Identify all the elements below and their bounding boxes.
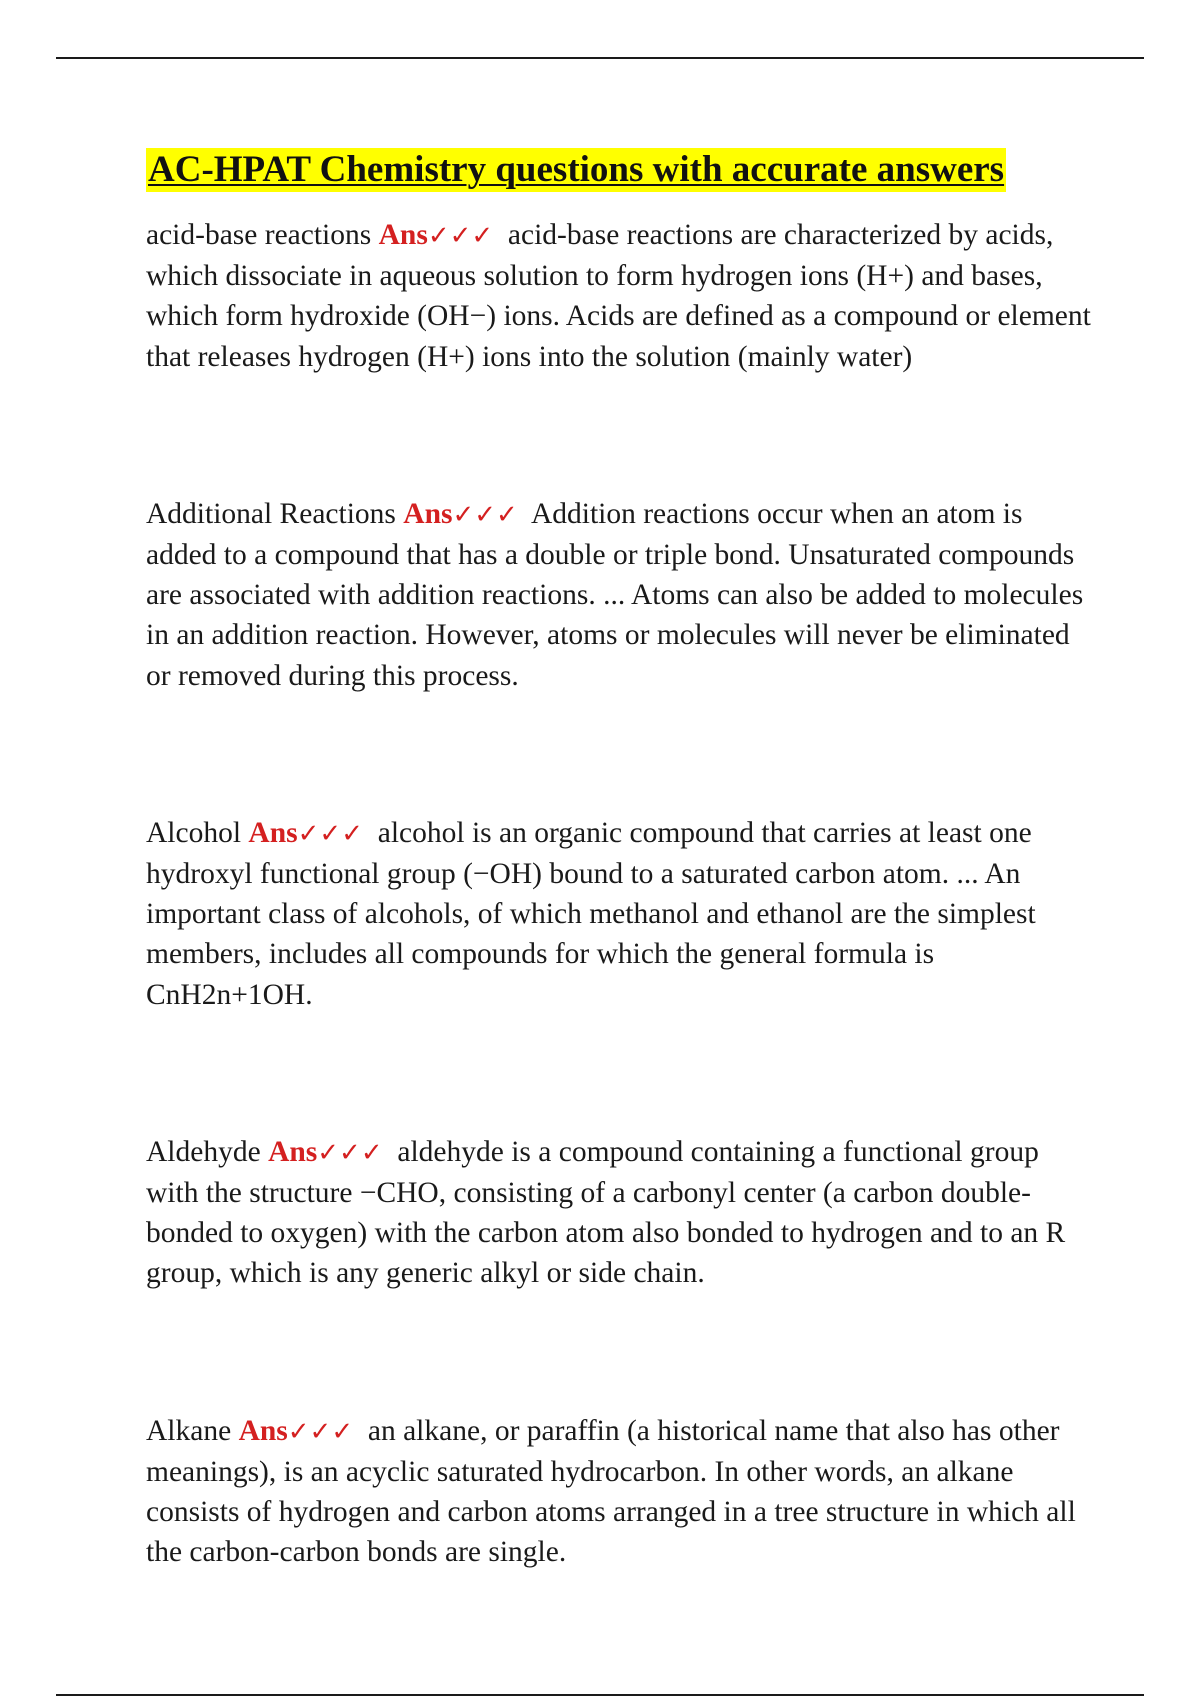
entry-definition: acid-base reactions are characterized by acids, which dissociate in aqueous solution to form hydrogen ions (H+) and bases, which form hydroxide (OH−) ions. Acids are defined as a compound or element that releases hydrogen (H+) ions into the solution (mainly water) (146, 219, 1091, 373)
qa-entry-aldehyde (146, 1132, 1096, 1294)
check-icon: ✓✓✓ (317, 1137, 383, 1168)
entry-definition: alcohol is an organic compound that carries at least one hydroxyl functional group (−OH) bound to a saturated carbon atom. ... An important class of alcohols, of which methanol and ethanol are the simplest members, includes all compounds for which the general formula is CnH2n+1OH. (146, 816, 1036, 1011)
entry-term: Aldehyde (146, 1135, 261, 1168)
answer-marker: Ans (268, 1135, 318, 1168)
qa-list (146, 215, 1096, 1572)
answer-marker: Ans (378, 219, 428, 251)
entry-definition: Addition reactions occur when an atom is added to a compound that has a double or triple bond. Unsaturated compounds are associated with addition reactions. ... Atoms can also be added to molecules in an addition reaction. However, atoms or molecules will never be eliminated or removed during this process. (146, 497, 1084, 692)
qa-entry-alkane (146, 1411, 1096, 1573)
entry-term: Alcohol (146, 816, 242, 849)
entry-definition: an alkane, or paraffin (a historical name that also has other meanings), is an acyclic saturated hydrocarbon. In other words, an alkane consists of hydrogen and carbon atoms arranged in a tree structure in which all the carbon-carbon bonds are single. (146, 1414, 1076, 1569)
entry-term: Alkane (146, 1414, 232, 1447)
qa-entry-additional-reactions (146, 494, 1096, 696)
entry-term: acid-base reactions (146, 219, 372, 251)
header-rule (56, 57, 1144, 59)
answer-marker: Ans (238, 1414, 288, 1447)
qa-entry-acid-base (146, 215, 1096, 377)
check-icon: ✓✓✓ (452, 499, 518, 530)
answer-marker: Ans (248, 816, 298, 849)
check-icon: ✓✓✓ (427, 221, 494, 251)
entry-term: Additional Reactions (146, 497, 396, 530)
document-title: AC-HPAT Chemistry questions with accurate answers (148, 149, 1005, 190)
qa-entry-alcohol (146, 813, 1096, 1015)
check-icon: ✓✓✓ (287, 1416, 354, 1447)
entry-definition: aldehyde is a compound containing a functional group with the structure −CHO, consisting of a carbonyl center (a carbon double-bonded to oxygen) with the carbon atom also bonded to hydrogen and to an R group, which is any generic alkyl or side chain. (146, 1135, 1066, 1290)
check-icon: ✓✓✓ (297, 818, 363, 849)
document-body (146, 148, 1096, 1689)
footer-rule (56, 1694, 1144, 1696)
answer-marker: Ans (403, 497, 453, 530)
